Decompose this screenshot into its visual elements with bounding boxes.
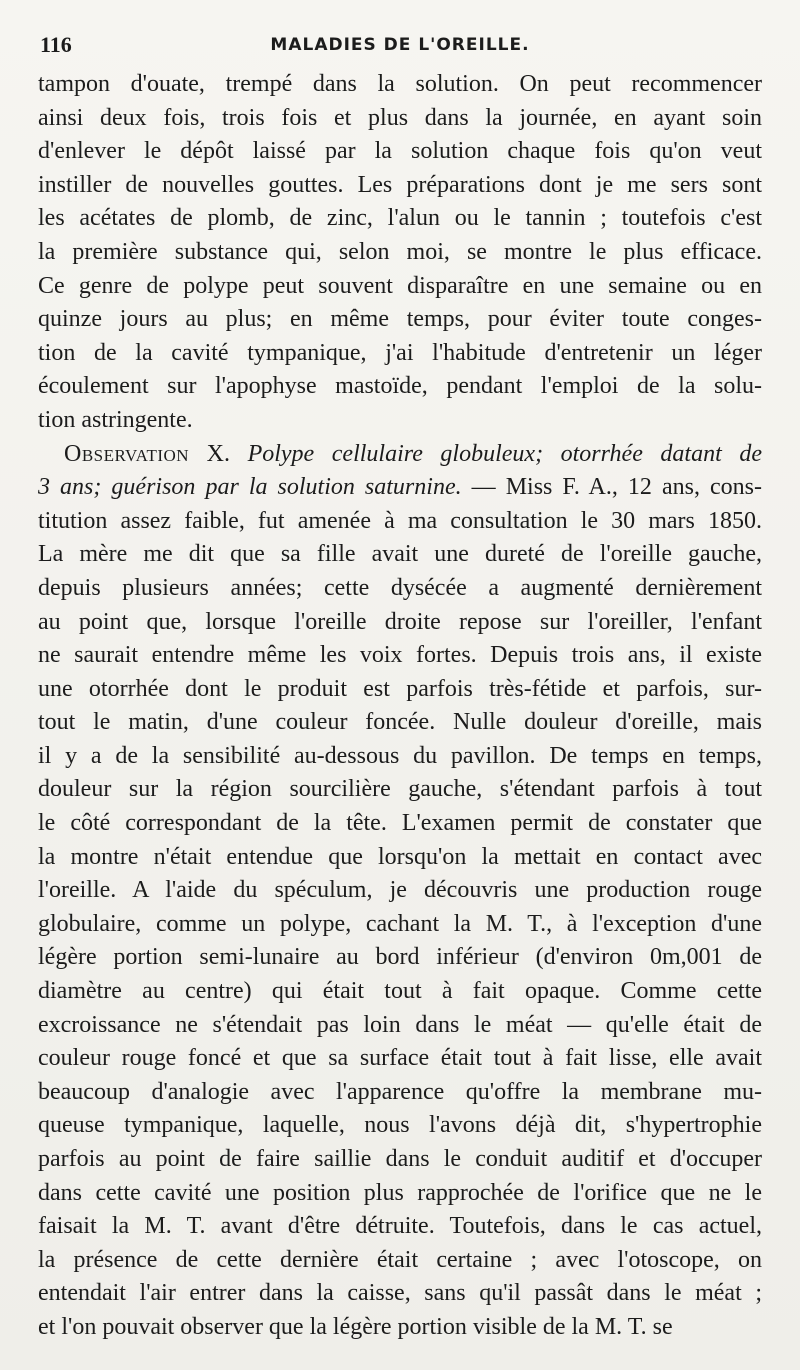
text-line: la montre n'était entendue que lorsqu'on la mettait en contact avec (38, 843, 762, 870)
page-header (38, 32, 762, 58)
text-line: faisait la M. T. avant d'être détruite. Toutefois, dans le cas actuel, (38, 1213, 762, 1240)
observation-label: Observation (64, 440, 190, 467)
observation-number: X. (206, 440, 230, 467)
text-line: la présence de cette dernière était certaine ; avec l'otoscope, on (38, 1246, 762, 1273)
text-line: beaucoup d'analogie avec l'apparence qu'offre la membrane mu- (38, 1078, 762, 1105)
text-line: d'enlever le dépôt laissé par la solution chaque fois qu'on veut (38, 138, 762, 165)
text-line: parfois au point de faire saillie dans le conduit auditif et d'occuper (38, 1146, 762, 1172)
text-line: diamètre au centre) qui était tout à fait opaque. Comme cette (38, 978, 762, 1005)
text-line: depuis plusieurs années; cette dysécée a augmenté dernièrement (38, 574, 762, 601)
text-line: les acétates de plomb, de zinc, l'alun ou le tannin ; toutefois c'est (38, 205, 762, 232)
text-line: quinze jours au plus; en même temps, pour éviter toute conges- (38, 306, 762, 333)
text-line: au point que, lorsque l'oreille droite repose sur l'oreiller, l'enfant (38, 608, 762, 635)
text-line: la première substance qui, selon moi, se montre le plus efficace. (38, 238, 762, 265)
text-line: tion de la cavité tympanique, j'ai l'habitude d'entretenir un léger (38, 339, 762, 366)
body-text (38, 68, 762, 1345)
text-line: instiller de nouvelles gouttes. Les préparations dont je me sers sont (38, 171, 762, 198)
page-number: 116 (40, 32, 72, 57)
text-line: ainsi deux fois, trois fois et plus dans la journée, en ayant soin (38, 104, 762, 131)
text-line: entendait l'air entrer dans la caisse, sans qu'il passât dans le méat ; (38, 1280, 762, 1307)
text-line: couleur rouge foncé et que sa surface était tout à fait lisse, elle avait (38, 1045, 762, 1072)
text-line: il y a de la sensibilité au-dessous du pavillon. De temps en temps, (38, 742, 762, 769)
observation-heading (38, 438, 762, 472)
text-line: ne saurait entendre même les voix fortes. Depuis trois ans, il existe (38, 642, 762, 669)
text-line: queuse tympanique, laquelle, nous l'avons déjà dit, s'hypertrophie (38, 1112, 762, 1139)
observation-title: Polype cellulaire globuleux; otorrhée datant de (247, 440, 762, 467)
text-line: l'oreille. A l'aide du spéculum, je découvris une production rouge (38, 877, 762, 904)
text-line: et l'on pouvait observer que la légère portion visible de la M. T. se (38, 1313, 673, 1340)
text-line: tampon d'ouate, trempé dans la solution. On peut recommencer (38, 71, 762, 97)
observation-patient: — Miss F. A., 12 ans, cons- (461, 474, 762, 501)
text-line: excroissance ne s'étendait pas loin dans le méat — qu'elle était de (38, 1011, 762, 1038)
text-line: globulaire, comme un polype, cachant la M. T., à l'exception d'une (38, 910, 762, 937)
text-line: tout le matin, d'une couleur foncée. Nulle douleur d'oreille, mais (38, 709, 762, 736)
observation-title-cont: 3 ans; guérison par la solution saturnine. (38, 474, 462, 501)
text-line: dans cette cavité une position plus rapprochée de l'orifice que ne le (38, 1179, 762, 1206)
text-line: légère portion semi-lunaire au bord inférieur (d'environ 0m,001 de (38, 944, 762, 971)
observation-heading-cont (38, 471, 762, 505)
text-line: La mère me dit que sa fille avait une dureté de l'oreille gauche, (38, 541, 762, 568)
text-line: Ce genre de polype peut souvent disparaître en une semaine ou en (38, 272, 762, 299)
text-line: le côté correspondant de la tête. L'examen permit de constater que (38, 810, 762, 837)
running-title: MALADIES DE L'OREILLE. (270, 35, 530, 55)
text-line: douleur sur la région sourcilière gauche, s'étendant parfois à tout (38, 776, 762, 803)
text-line: titution assez faible, fut amenée à ma consultation le 30 mars 1850. (38, 507, 762, 534)
text-line: une otorrhée dont le produit est parfois très-fétide et parfois, sur- (38, 675, 762, 702)
text-line: écoulement sur l'apophyse mastoïde, pendant l'emploi de la solu- (38, 373, 762, 400)
text-line: tion astringente. (38, 406, 193, 433)
